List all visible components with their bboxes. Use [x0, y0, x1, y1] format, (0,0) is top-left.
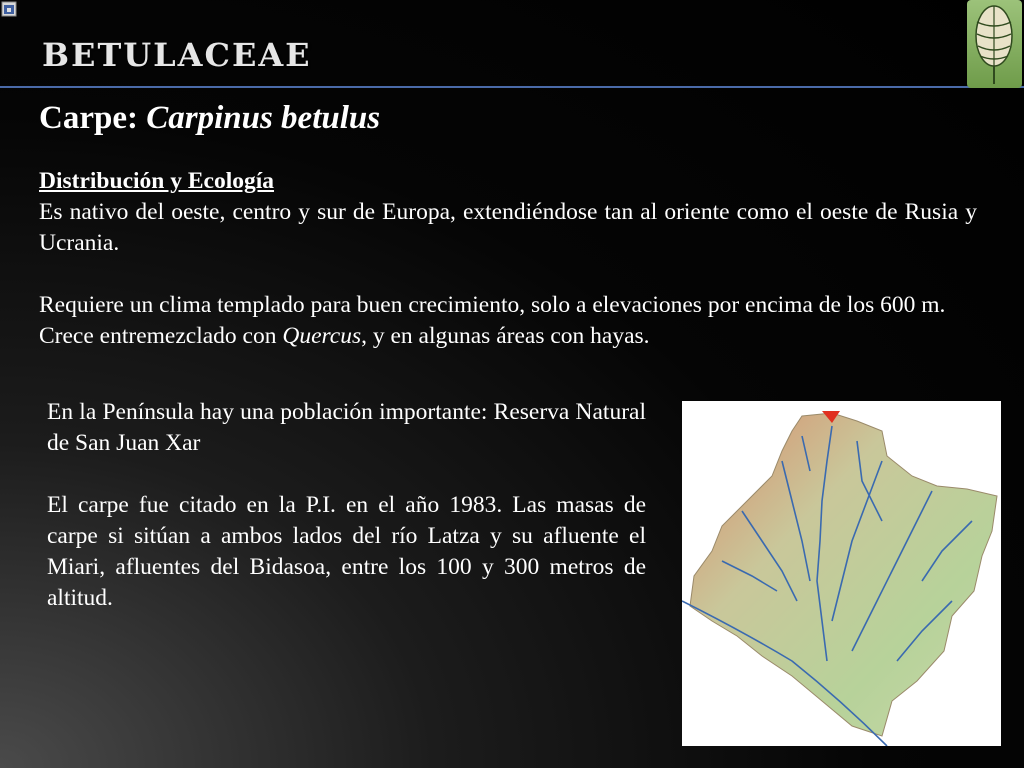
quercus-name: Quercus — [282, 323, 362, 349]
distribution-section — [39, 166, 977, 352]
associations-text-end: , y en algunas áreas con hayas. — [361, 323, 650, 349]
associations-text-start: Crece entremezclado con — [39, 323, 283, 349]
title-divider — [0, 86, 1024, 88]
distribution-map — [682, 401, 1001, 746]
common-name: Carpe — [39, 100, 127, 136]
scientific-name: Carpinus betulus — [146, 100, 381, 136]
paragraph-native-range: Es nativo del oeste, centro y sur de Europa, extendiéndose tan al oriente como el oeste de Rusia y Ucrania. — [39, 199, 977, 256]
peninsula-section — [47, 397, 646, 614]
paragraph-associations — [39, 321, 977, 352]
window-icon — [1, 1, 17, 17]
heading-separator: : — [126, 100, 138, 136]
paragraph-citation: El carpe fue citado en la P.I. en el año 1983. Las masas de carpe si sitúan a ambos lados del río Latza y su afluente el Miari, afluentes del Bidasoa, entre los 100 y 300 metros de altitud. — [47, 492, 646, 611]
paragraph-climate: Requiere un clima templado para buen crecimiento, solo a elevaciones por encima de los 600 m. — [39, 292, 946, 318]
slide-title: BETULACEAE — [42, 36, 312, 74]
section-title: Distribución y Ecología — [39, 168, 275, 194]
pine-cone-icon — [967, 0, 1022, 88]
species-heading — [39, 100, 380, 137]
paragraph-peninsula: En la Península hay una población importante: Reserva Natural de San Juan Xar — [47, 399, 646, 456]
